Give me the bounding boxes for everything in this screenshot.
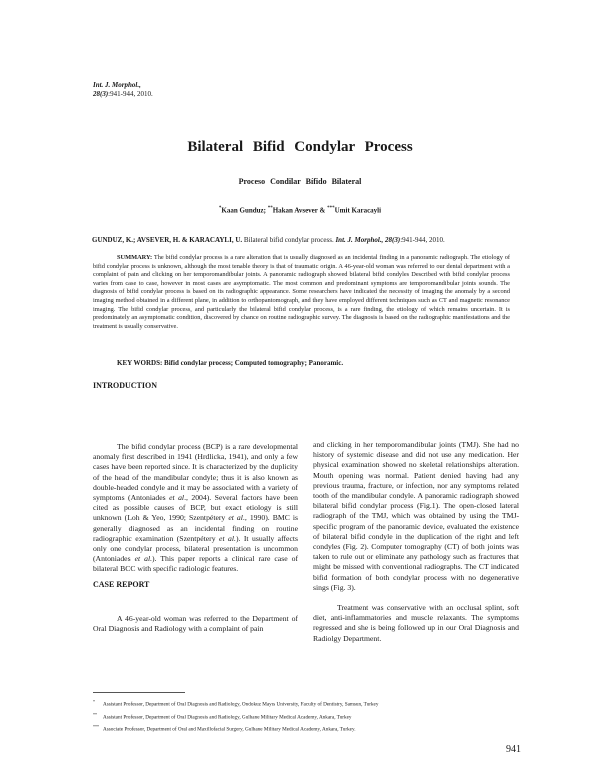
treatment-paragraph: Treatment was conservative with an occlusal splint, soft diet, anti-inflammatories and muscle relaxants. The symptoms regressed and she is being followed up in our Oral Diagnosis and Radiolgy Department. bbox=[313, 603, 519, 643]
right-column-body bbox=[313, 440, 519, 644]
journal-name: Int. J. Morphol., bbox=[93, 81, 141, 89]
citation-journal: Int. J. Morphol., 28(3) bbox=[335, 236, 401, 244]
paper-title: Bilateral Bifid Condylar Process bbox=[187, 139, 413, 155]
footnote-text: Assistant Professor, Department of Oral Diagnosis and Radiology, Ondokuz Mayıs University, Faculty of Dentistry, Samsun, Turkey bbox=[103, 701, 379, 708]
footnote-text: Associate Professor, Department of Oral and Maxillofacial Surgery, Gulhane Military Medical Academy, Ankara, Turkey. bbox=[103, 727, 356, 734]
author-mark-1: * bbox=[218, 206, 222, 211]
intro-text-3: ., 1990). BMC is generally diagnosed as an incidental finding on routine radiographic examination (Szentpétery bbox=[93, 513, 298, 543]
footnote-mark: *** bbox=[93, 724, 99, 730]
footnotes bbox=[93, 697, 523, 735]
citation-pages: :941-944, 2010. bbox=[400, 236, 445, 244]
footnote-item bbox=[93, 697, 523, 710]
author-mark-3: *** bbox=[327, 206, 335, 211]
citation-line bbox=[92, 236, 512, 245]
case-report-body bbox=[93, 614, 298, 634]
section-heading-case-report: CASE REPORT bbox=[93, 580, 150, 589]
case-report-paragraph: A 46-year-old woman was referred to the Department of Oral Diagnosis and Radiology with a complaint of pain bbox=[93, 614, 298, 634]
page-number: 941 bbox=[506, 744, 521, 755]
journal-volume: 28(3) bbox=[93, 90, 109, 98]
summary-abstract bbox=[93, 254, 510, 331]
journal-pages-year: :941-944, 2010. bbox=[108, 90, 153, 98]
author-mark-2: ** bbox=[267, 206, 273, 211]
intro-etal-4: et al. bbox=[134, 554, 153, 564]
footnote-divider bbox=[93, 692, 185, 693]
case-description-paragraph: and clicking in her temporomandibular joints (TMJ). She had no history of systemic disease and did not use any medication. Her physical examination showed no skeletal relationships alteration. Mouth opening was normal. Patient denied having had any previous trauma, fracture, or infection, nor any symptoms related tooth of the mandibular condyle. A panoramic radiograph showed bilateral bifid condylar process (Fig.1). The open-closed lateral radiograph of the TMJ, which was obtained by using the TMJ-specific program of the panoramic device, evaluated the existence of bilateral bifid condyle in the duplication of the right and left condyles (Fig. 2). Computer tomography (CT) of both joints was taken to rule out or eliminate any pathology such as fractures that might be missed with conventional radiographs. The CT indicated bifid formation of both condylar process with no degenerative sings (Fig. 3). bbox=[313, 440, 519, 592]
footnote-text: Assistant Professor, Department of Oral Diagnosis and Radiology, Gulhane Military Medical Academy, Ankara, Turkey bbox=[103, 714, 352, 721]
footnote-mark: * bbox=[93, 699, 95, 704]
summary-text: The bifid condylar process is a rare alteration that is usually diagnosed as an incidental finding in a panoramic radiograph. The etiology of bifid condylar process is unknown, although the most tenable theory is that of traumatic origin. A 46-year-old woman was referred to our dental department with a complaint of pain and clicking on her temporomandibular joints. A panoramic radiograph showed bilateral bifid condyles Described with bifid condylar process varies from case to case, however in most cases are asymptomatic. The most common and predominant symptoms are temporomandibular joints sounds. The diagnosis of bifid condylar process is based on its radiographic appearance. Some researchers have indicated the necessity of imaging the anomaly by a second imaging method obtained in a different plane, in addition to orthopantomograph, and they have employed different techniques such as CT and magnetic resonance imaging. The bifid condylar process, and particularly the bilateral bifid condylar process, is a rare finding, the etiology of which remains uncertain. It is predominately an asymptomatic condition, discovered by chance on routine radiographic survey. The diagnosis is based on the radiographic manifestations and the treatment is usually conservative. bbox=[93, 254, 510, 330]
intro-text-5: ). This paper reports a clinical rare case of bilateral BCC with specific radiologic features. bbox=[93, 554, 299, 574]
introduction-paragraph bbox=[93, 442, 298, 575]
journal-volume-pages bbox=[93, 90, 153, 99]
author-3: Umit Karacayli bbox=[334, 206, 382, 215]
citation-text: Bilateral bifid condylar process. bbox=[242, 236, 336, 244]
keywords-line: KEY WORDS: Bifid condylar process; Computed tomography; Panoramic. bbox=[117, 359, 344, 367]
section-heading-introduction: INTRODUCTION bbox=[93, 381, 158, 390]
intro-text-1: The bifid condylar process (BCP) is a rare developmental anomaly first described in 1941 (Hrdlicka, 1941), and only a few cases have been reported since. It is characterized by the duplicity of the head of the mandibular condyle; thus it is also known as double-headed condyle and it may be associated with a variety of symptoms (Antoniades bbox=[93, 442, 298, 503]
author-1: Kaan Gunduz; bbox=[221, 206, 268, 215]
intro-etal-1: et al bbox=[169, 493, 185, 503]
introduction-body bbox=[93, 442, 298, 575]
footnote-mark: ** bbox=[93, 711, 97, 717]
intro-text-4: ). It usually affects only one condylar process, bilateral presentation is uncommon (Antoniades bbox=[93, 533, 298, 564]
intro-etal-3: et al. bbox=[219, 533, 236, 543]
footnote-item bbox=[93, 710, 523, 723]
journal-reference bbox=[93, 81, 153, 99]
paper-subtitle: Proceso Condilar Bífido Bilateral bbox=[238, 177, 362, 186]
citation-authors: GUNDUZ, K.; AVSEVER, H. & KARACAYLI, U. bbox=[92, 236, 243, 244]
intro-etal-2: et al bbox=[228, 513, 243, 523]
summary-label: SUMMARY: bbox=[117, 254, 153, 261]
author-list bbox=[0, 206, 600, 214]
intro-text-2: ., 2004). Several factors have been cited as possible causes of BCP, but exact etiology is still unknown (Loh & Yeo, 1990; Szentpétery bbox=[93, 493, 299, 523]
footnote-item bbox=[93, 722, 523, 735]
author-2: Hakan Avsever & bbox=[272, 206, 328, 215]
